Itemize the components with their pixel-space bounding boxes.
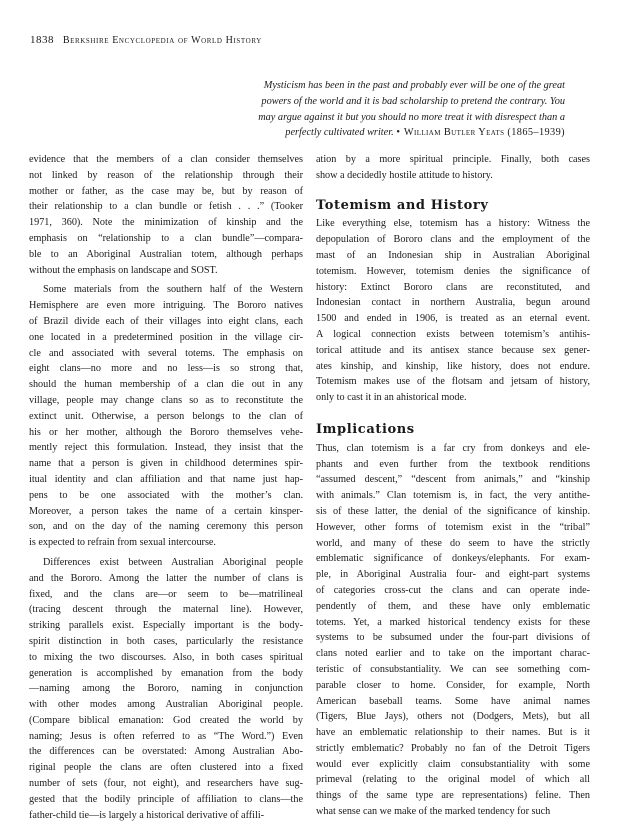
right-column — [316, 152, 590, 820]
text-line: ple, in Aboriginal Australia four- and eight-part systems — [316, 569, 590, 581]
text-line: Some materials from the southern half of the Western — [43, 284, 303, 296]
text-line: Moreover, a person takes the name of a certain kinsper- — [29, 505, 303, 517]
text-line: what sense can we make of the marked tendency for such — [316, 806, 551, 818]
text-line: should the human membership of a clan die out in any — [29, 379, 303, 391]
text-line: emphasis on “relationship to a clan bundle”—compara- — [29, 232, 303, 244]
text-line: ation by a more spiritual principle. Finally, both cases — [316, 154, 590, 165]
text-line: of categories cross-cut the clans and can operate inde- — [316, 584, 590, 596]
epigraph-line: Mysticism has been in the past and probably ever will be one of the great — [263, 80, 565, 91]
paragraph — [29, 152, 303, 278]
text-line: striking parallels exist. Especially important is the body- — [29, 620, 303, 632]
epigraph-last-line — [235, 125, 565, 141]
text-line: totemism. However, totemism denies the significance of — [316, 265, 590, 277]
text-line: itual identity and clan affiliation and that name just hap- — [29, 473, 303, 485]
text-line: history: Extinct Bororo clans are reconstituted, and — [316, 281, 590, 293]
text-line: Indonesian contact in northern Australia, begun around — [316, 297, 590, 309]
text-line: naming; Jesus is often referred to as “The Word.”) Even — [29, 730, 303, 742]
text-line: world, and many of these do seem to have the strictly — [316, 537, 590, 549]
epigraph-attribution: William Butler Yeats (1865–1939) — [403, 127, 565, 139]
text-line: 1500 and ended in 1906, is treated as an eternal event. — [316, 313, 590, 325]
text-line: fixed, and the clans are—or seem to be—matrilineal — [29, 588, 303, 600]
text-line: (Compare biblical emanation: God created the world by — [29, 714, 303, 726]
text-line: 1971, 360). Note the minimization of kinship and the — [29, 217, 303, 229]
text-line: cle and associated with several totems. The emphasis on — [29, 347, 303, 359]
text-line: primeval (relating to the original model of which all — [316, 774, 590, 786]
text-line: parable closer to home. Consider, for example, North — [316, 679, 590, 691]
section-heading-implications: Implications — [316, 421, 415, 437]
book-title: Berkshire Encyclopedia of World History — [62, 35, 262, 46]
left-column — [29, 152, 303, 823]
text-line: village, people may change clans so as to reconstitute the — [29, 394, 303, 406]
epigraph — [235, 78, 565, 141]
text-line: mother or father, as the case may be, but by reason of — [29, 185, 303, 197]
text-line: gested that the bodily principle of affiliation to clans—the — [29, 793, 303, 805]
text-line: Totemism makes use of the flotsam and jetsam of history, — [316, 376, 590, 388]
text-line: (Tigers, Blue Jays), others not (Dodgers, Mets), but all — [316, 711, 590, 723]
text-line: only to cast it in an ahistorical mode. — [316, 392, 467, 404]
text-line: with animals.” Clan totemism is, in fact, the very antithe- — [316, 490, 590, 502]
text-line: sis of these latter, the denial of the significance of kinship. — [316, 505, 590, 517]
text-line: have an emblematic relationship to their names. But is it — [316, 727, 590, 739]
text-line: (tracing descent through the maternal line). However, — [29, 604, 303, 616]
paragraph — [316, 216, 590, 406]
text-line: pens to be one associated with the mother’s clan. — [29, 489, 303, 501]
text-line: Thus, clan totemism is a far cry from donkeys and ele- — [316, 442, 590, 454]
paragraph — [29, 555, 303, 823]
text-line: to mixing the two discourses. Also, in both cases spiritual — [29, 651, 303, 663]
text-line: totems. Yet, a marked historical tendency exists for these — [316, 616, 590, 628]
text-line: number of sets (four, not eight), and researchers have sug- — [29, 778, 303, 790]
text-line: extinct unit. Otherwise, a person belongs to the clan of — [29, 410, 303, 422]
epigraph-bullet: • — [396, 127, 400, 139]
text-line: the differences can be overstated: Among Australian Abo- — [29, 746, 303, 758]
text-line: “assumed descent,” “descent from animals,” and “kinship — [316, 474, 590, 486]
text-line: his or her mother, although the Bororo themselves vehe- — [29, 426, 303, 438]
text-line: eight clans—no more and no less—is so strong that, — [29, 363, 303, 375]
epigraph-line: may argue against it but you should no more treat it with disrespect than a — [258, 111, 565, 123]
text-line: generation is accomplished by emanation from the body — [29, 667, 303, 679]
text-line: ates kinship, and kinship, like history, does not endure. — [316, 360, 590, 372]
text-line: not linked by reason of the relationship through their — [29, 169, 303, 181]
text-line: However, other forms of totemism exist in the “tribal” — [316, 521, 590, 533]
text-line: son, and on the day of the naming ceremony this person — [29, 521, 303, 533]
text-line: father-child tie—is largely a historical derivative of affili- — [29, 809, 265, 821]
text-line: things of the same type are representations) feline. Then — [316, 790, 590, 802]
text-line: spirit distinction in both cases, particularly the resistance — [29, 635, 303, 647]
text-line: emblematic significance of donkeys/elephants. For exam- — [316, 553, 590, 565]
text-line: —naming among the Bororo, naming in conjunction — [29, 683, 303, 695]
text-line: and the Bororo. Among the latter the number of clans is — [29, 572, 303, 584]
text-line: mently reject this formulation. Instead, they insist that the — [29, 442, 303, 454]
text-line: show a decidedly hostile attitude to history. — [316, 169, 493, 181]
epigraph-line: perfectly cultivated writer. — [285, 127, 394, 139]
text-line: Hemisphere are even more intriguing. The Bororo natives — [29, 300, 303, 312]
text-line: would ever explicitly claim consubstantiality with some — [316, 758, 590, 770]
text-line: torical attitude and its antisex stance because sex gener- — [316, 344, 590, 356]
text-line: pendently of them, and these have only emblematic — [316, 600, 590, 612]
text-line: riginal people the clans are often clustered into a fixed — [29, 762, 303, 774]
paragraph — [316, 152, 590, 184]
text-line: clans noted earlier and to take on the important charac- — [316, 648, 590, 660]
text-line: American baseball teams. Some have animal names — [316, 695, 590, 707]
text-line: Differences exist between Australian Aboriginal people — [43, 556, 303, 568]
paragraph — [29, 282, 303, 551]
running-head — [30, 34, 590, 46]
text-line: evidence that the members of a clan consider themselves — [29, 154, 303, 165]
text-line: strictly emblematic? Probably no fan of the Detroit Tigers — [316, 742, 590, 754]
text-line: of Brazil divide each of their villages into eight clans, each — [29, 315, 303, 327]
text-line: systems to be subsumed under the four-part divisions of — [316, 632, 590, 644]
text-line: is expected to refrain from sexual intercourse. — [29, 537, 216, 549]
text-line: one located in a predetermined position in the village cir- — [29, 331, 303, 343]
text-line: A logical connection exists between totemism’s antihis- — [316, 328, 590, 340]
text-line: Like everything else, totemism has a history: Witness the — [316, 218, 590, 230]
text-line: ble to an Aboriginal Australian totem, although perhaps — [29, 248, 303, 260]
text-line: depopulation of Bororo clans and the employment of the — [316, 234, 590, 246]
text-line: name that a person is given in childhood determines spir- — [29, 458, 303, 470]
page-number: 1838 — [30, 34, 54, 46]
text-line: their relationship to a clan bundle or fetish . . .” (Tooker — [29, 201, 303, 213]
epigraph-line: powers of the world and it is bad scholarship to pretend the contrary. You — [261, 95, 565, 107]
paragraph — [316, 441, 590, 820]
text-line: with other modes among Australian Aboriginal people. — [29, 699, 303, 711]
text-line: phants and even further from the textbook renditions — [316, 458, 590, 470]
text-line: without the emphasis on landscape and SOST. — [29, 264, 218, 276]
text-line: teristic of consubstantiality. We can see something com- — [316, 663, 590, 675]
text-line: mast of an Indonesian ship in Australian Aboriginal — [316, 249, 590, 261]
section-heading-totemism-and-history: Totemism and History — [316, 197, 489, 213]
